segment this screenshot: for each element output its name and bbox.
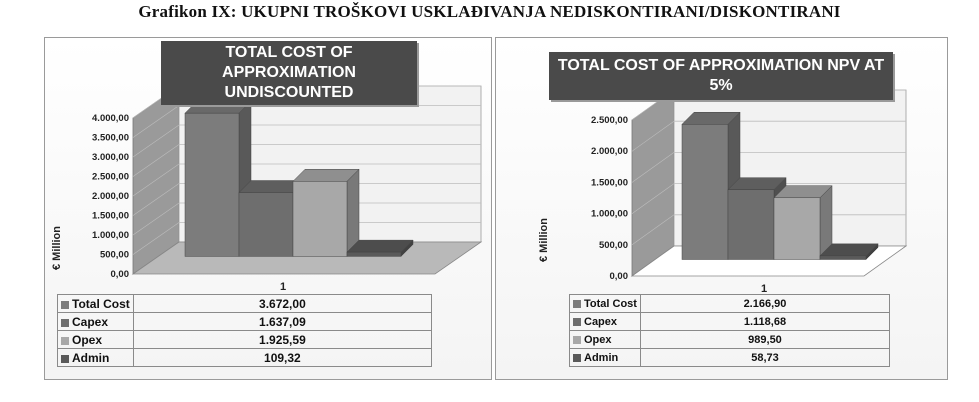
legend-key-icon [61,355,69,363]
y-tick-label: 3.500,00 [92,132,129,144]
legend-key-icon [573,318,581,326]
bar-opex [293,169,359,256]
legend-key-icon [61,337,69,345]
y-tick-label: 3.000,00 [92,152,129,163]
series-name: Total Cost [72,296,130,311]
y-axis-label: € Million [538,218,550,262]
series-name: Admin [584,351,619,364]
x-category-label: 1 [760,283,768,294]
legend-key-icon [573,336,581,344]
side-wall [632,90,674,276]
table-row [58,295,432,313]
table-row [58,313,432,331]
y-tick-label: 0,00 [609,271,628,282]
x-category-label: 1 [279,281,287,293]
bar-opex [774,186,832,260]
chart-title-undiscounted [161,41,417,105]
y-tick-label: 1.000,00 [92,230,129,241]
bar-front [347,252,401,256]
legend-key-icon [61,319,69,327]
y-tick-label: 0,00 [110,269,129,280]
y-tick-label: 2.500,00 [591,115,628,126]
bar-front [774,198,820,260]
table-cell-series-name [570,313,641,331]
y-tick-label: 1.500,00 [92,210,129,222]
chart-panel-undiscounted [44,37,492,380]
y-tick-label: 1.000,00 [591,208,628,220]
y-axis-label: € Million [51,226,63,270]
table-row [570,295,890,313]
table-cell-value: 109,32 [133,349,431,367]
legend-key-icon [573,354,581,362]
series-name: Opex [584,333,612,346]
chart-title-line2: UNDISCOUNTED [224,84,354,101]
bar-front [682,124,728,259]
y-tick-label: 500,00 [598,239,628,251]
table-row [58,349,432,367]
bar-front [293,181,347,256]
y-tick-label: 2.000,00 [92,191,129,202]
table-row [570,313,890,331]
series-name: Total Cost [584,297,637,310]
chart-title-line1: TOTAL COST OF APPROXIMATION [222,44,356,81]
legend-key-icon [573,300,581,308]
series-name: Capex [72,314,109,329]
table-row [570,331,890,349]
table-cell-value: 3.672,00 [133,295,431,313]
chart-panel-npv [495,37,948,380]
bar-top [293,169,359,181]
table-cell-value: 58,73 [640,349,889,367]
bar-front [185,113,239,256]
table-cell-value: 2.166,90 [640,295,889,313]
bar-top [347,240,413,252]
data-table-npv [569,294,890,367]
chart-title-npv [549,52,893,100]
table-cell-value: 1.637,09 [133,313,431,331]
data-table-undiscounted [57,294,432,367]
series-name: Opex [72,332,103,347]
bar-admin [347,240,413,256]
page-title: Grafikon IX: UKUPNI TROŠKOVI USKLAĐIVANJA NEDISKONTIRANI/DISKONTIRANI [138,2,841,21]
y-tick-label: 1.500,00 [591,177,628,189]
table-cell-series-name [58,349,134,367]
table-cell-value: 1.925,59 [133,331,431,349]
table-cell-series-name [570,331,641,349]
series-name: Admin [72,350,110,365]
table-cell-value: 989,50 [640,331,889,349]
table-row [58,331,432,349]
table-cell-series-name [58,295,134,313]
table-cell-series-name [570,295,641,313]
bar-front [820,256,866,260]
table-row [570,349,890,367]
table-cell-value: 1.118,68 [640,313,889,331]
table-cell-series-name [570,349,641,367]
bar-front [239,193,293,257]
chart-title-line1: TOTAL COST OF APPROXIMATION NPV AT 5% [557,57,885,94]
table-cell-series-name [58,331,134,349]
y-tick-label: 2.500,00 [92,171,129,183]
y-tick-label: 4.000,00 [92,113,129,124]
y-tick-label: 500,00 [99,249,129,261]
legend-key-icon [61,301,69,309]
table-cell-series-name [58,313,134,331]
y-tick-label: 2.000,00 [591,146,628,158]
series-name: Capex [584,315,618,328]
bar-front [728,190,774,260]
